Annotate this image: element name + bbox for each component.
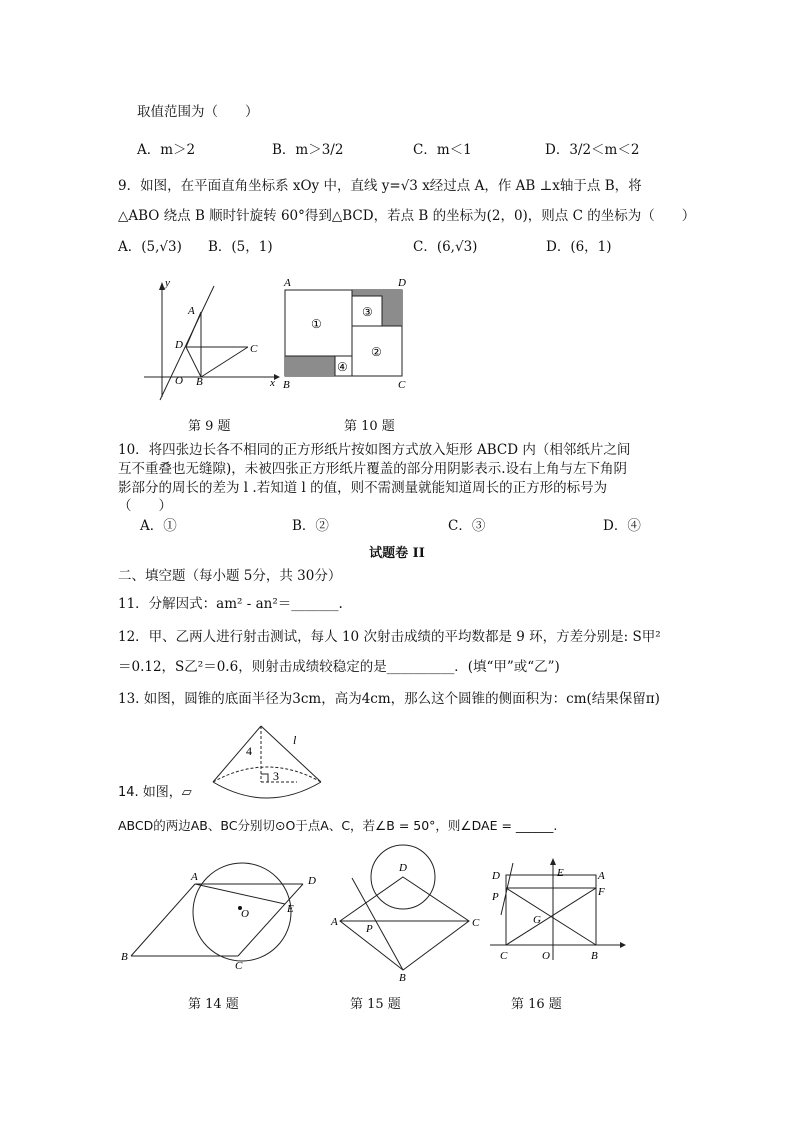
fig16-label-b: B bbox=[591, 950, 598, 962]
fig16-label-d: D bbox=[492, 870, 500, 882]
fig15-label-c: C bbox=[472, 917, 480, 929]
cone-label-radius: 3 bbox=[273, 769, 279, 783]
fig15-label-d: D bbox=[399, 862, 407, 874]
fig16-label-f: F bbox=[598, 886, 605, 898]
q9-option-b[interactable]: B．(5，1) bbox=[208, 239, 273, 255]
q13: 13. 如图，圆锥的底面半径为3cm，高为4cm，那么这个圆锥的侧面积为：cm(结果保留π) bbox=[118, 691, 660, 707]
fig14-label-b: B bbox=[121, 951, 128, 963]
caption-fig14: 第 14 题 bbox=[188, 997, 239, 1012]
q10-line1: 10．将四张边长各不相同的正方形纸片按如图方式放入矩形 ABCD 内（相邻纸片之间 bbox=[118, 442, 631, 458]
fig10-square-1: ① bbox=[311, 317, 322, 331]
fig15-label-a: A bbox=[331, 916, 338, 928]
caption-fig10: 第 10 题 bbox=[344, 419, 395, 434]
caption-fig16: 第 16 题 bbox=[511, 997, 562, 1012]
fig16-label-p: P bbox=[492, 891, 499, 903]
fig10-square-4: ④ bbox=[337, 360, 348, 374]
q8-option-d[interactable]: D．3/2＜m＜2 bbox=[545, 142, 640, 158]
fig9-label-y: y bbox=[165, 277, 170, 289]
q9-option-d[interactable]: D．(6，1) bbox=[546, 239, 612, 255]
fig9-label-a: A bbox=[188, 305, 195, 317]
q10-option-b[interactable]: B．② bbox=[292, 518, 329, 534]
fig16-label-e: E bbox=[557, 867, 564, 879]
fig9-label-x: x bbox=[270, 377, 275, 389]
fig9-label-b: B bbox=[196, 376, 203, 388]
q12-line2: ＝0.12，S乙²＝0.6，则射击成绩较稳定的是__________．(填“甲”或“乙”) bbox=[118, 659, 560, 675]
q9-line1: 9．如图，在平面直角坐标系 xOy 中，直线 y=√3 x经过点 A，作 AB ⊥x轴于点 B，将 bbox=[118, 178, 642, 194]
q11: 11．分解因式：am² - an²＝_______. bbox=[118, 596, 343, 612]
fig14-label-c: C bbox=[235, 960, 243, 972]
fig9-label-d: D bbox=[175, 339, 183, 351]
cone-label-height: 4 bbox=[246, 744, 252, 758]
figure-14 bbox=[115, 860, 330, 972]
fig9-label-o: O bbox=[175, 375, 183, 387]
q10-line2: 互不重叠也无缝隙)，未被四张正方形纸片覆盖的部分用阴影表示.设右上角与左下角阴 bbox=[118, 461, 628, 477]
fig10-label-d: D bbox=[398, 277, 406, 289]
fig10-label-a: A bbox=[284, 277, 291, 289]
fig10-label-c: C bbox=[398, 379, 406, 391]
fig15-label-p: P bbox=[366, 923, 373, 935]
figure-10 bbox=[280, 272, 415, 392]
q8-option-a[interactable]: A．m＞2 bbox=[137, 142, 196, 158]
part2-title: 二、填空题（每小题 5分，共 30分） bbox=[118, 568, 342, 584]
fig16-label-o: O bbox=[542, 950, 550, 962]
fig15-label-b: B bbox=[399, 972, 406, 982]
q10-line4: （ ） bbox=[118, 498, 172, 514]
q9-option-a[interactable]: A．(5,√3) bbox=[118, 239, 182, 255]
fig9-label-c: C bbox=[250, 343, 258, 355]
q14-line2: ABCD的两边AB、BC分别切⊙O于点A、C，若∠B = 50°，则∠DAE = ______. bbox=[118, 818, 558, 833]
fig14-label-a: A bbox=[191, 871, 198, 883]
q8-option-b[interactable]: B．m＞3/2 bbox=[272, 142, 344, 158]
q8-tail: 取值范围为（ ） bbox=[137, 104, 259, 120]
fig10-square-2: ② bbox=[371, 345, 382, 359]
fig10-square-3: ③ bbox=[362, 305, 373, 319]
q8-option-c[interactable]: C．m＜1 bbox=[413, 142, 472, 158]
q12-line1: 12．甲、乙两人进行射击测试，每人 10 次射击成绩的平均数都是 9 环，方差分别是: S甲² bbox=[118, 629, 661, 645]
figure-9 bbox=[132, 272, 282, 402]
fig16-label-g: G bbox=[533, 914, 541, 926]
section-title: 试题卷 II bbox=[369, 546, 425, 561]
fig16-label-a: A bbox=[598, 870, 605, 882]
fig14-label-o: O bbox=[241, 908, 249, 920]
figure-16 bbox=[485, 855, 630, 967]
fig10-label-b: B bbox=[283, 379, 290, 391]
q14-line1: 14. 如图，▱ bbox=[118, 785, 192, 800]
q10-option-d[interactable]: D．④ bbox=[603, 518, 641, 534]
q9-option-c[interactable]: C．(6,√3) bbox=[413, 239, 478, 255]
q10-option-c[interactable]: C．③ bbox=[448, 518, 486, 534]
fig14-label-e: E bbox=[287, 903, 294, 915]
fig16-label-c: C bbox=[500, 950, 508, 962]
figure-15 bbox=[328, 840, 488, 982]
cone-figure bbox=[205, 718, 335, 803]
q9-line2: △ABO 绕点 B 顺时针旋转 60°得到△BCD，若点 B 的坐标为(2，0)，则点 C 的坐标为（ ） bbox=[118, 208, 696, 224]
fig14-label-d: D bbox=[308, 875, 316, 887]
cone-label-slant: l bbox=[293, 733, 297, 747]
q10-option-a[interactable]: A．① bbox=[140, 518, 177, 534]
q10-line3: 影部分的周长的差为 l .若知道 l 的值，则不需测量就能知道周长的正方形的标号为 bbox=[118, 480, 608, 496]
caption-fig15: 第 15 题 bbox=[350, 997, 401, 1012]
caption-fig9: 第 9 题 bbox=[188, 419, 231, 434]
